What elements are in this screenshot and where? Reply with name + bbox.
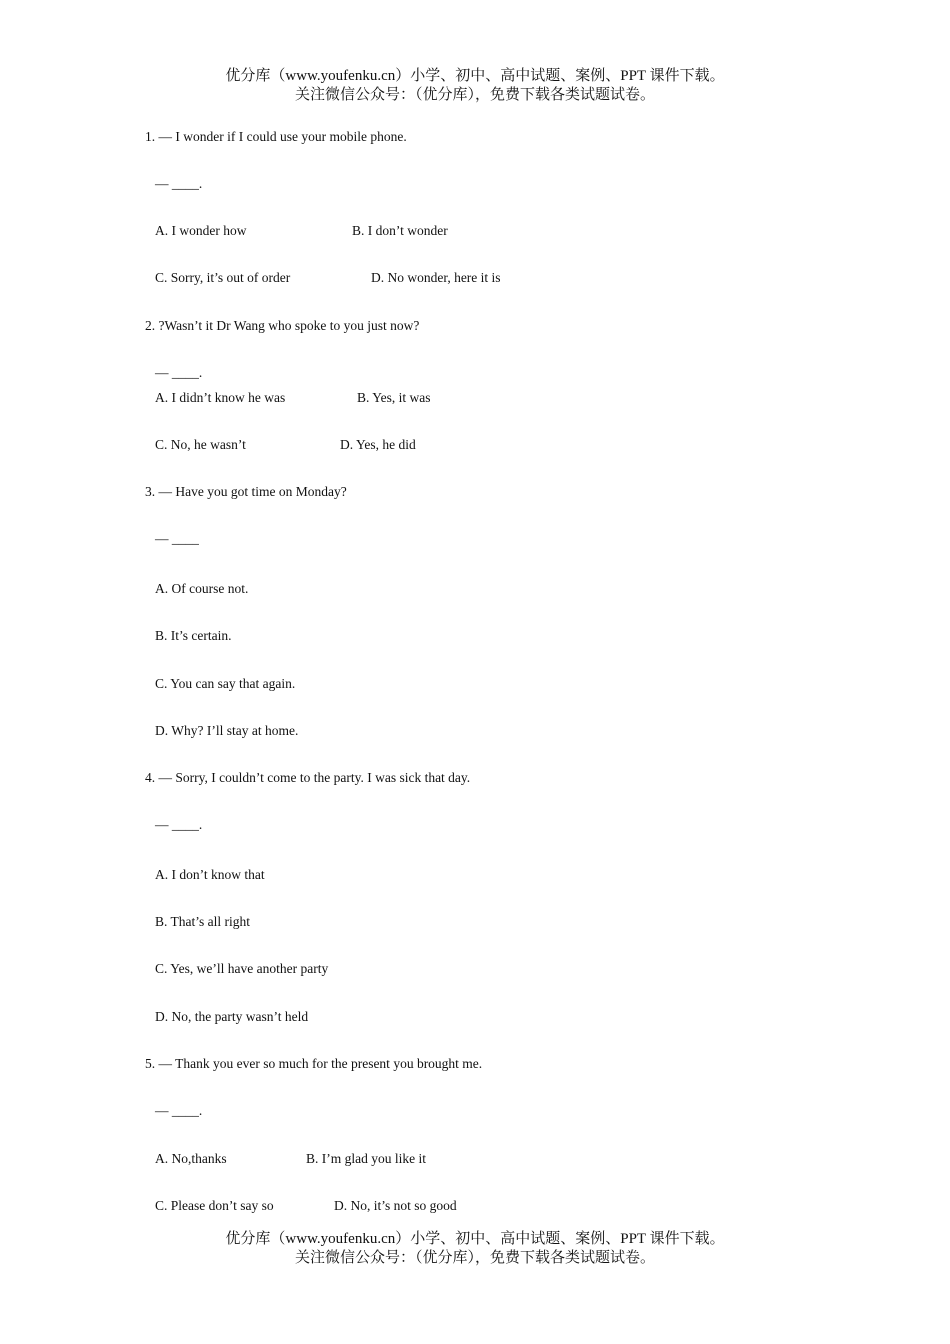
question-5-stem: 5. — Thank you ever so much for the present you brought me. — [145, 1056, 483, 1071]
question-4-stem: 4. — Sorry, I couldn’t come to the party. I was sick that day. — [145, 770, 471, 785]
question-1-stem: 1. — I wonder if I could use your mobile phone. — [145, 129, 407, 144]
question-3-option-d: D. Why? I’ll stay at home. — [155, 723, 299, 738]
question-1-option-a: A. I wonder how — [155, 223, 247, 238]
question-3-option-c: C. You can say that again. — [155, 676, 296, 691]
question-2-stem: 2. ?Wasn’t it Dr Wang who spoke to you just now? — [145, 318, 420, 333]
footer-line-1: 优分库（www.youfenku.cn）小学、初中、高中试题、案例、PPT 课件下载。 — [225, 1231, 725, 1247]
question-4-answer-blank: — ____. — [155, 817, 203, 832]
question-2-option-b: B. Yes, it was — [357, 390, 431, 405]
question-2-option-c: C. No, he wasn’t — [155, 437, 246, 452]
question-5-answer-blank: — ____. — [155, 1103, 203, 1118]
page-header — [0, 67, 950, 105]
question-2-option-d: D. Yes, he did — [340, 437, 416, 452]
header-line-2: 关注微信公众号：（优分库），免费下载各类试题试卷。 — [294, 87, 655, 103]
question-3-answer-blank: — ____ — [155, 531, 199, 546]
header-line-1: 优分库（www.youfenku.cn）小学、初中、高中试题、案例、PPT 课件下载。 — [225, 68, 725, 84]
question-4-option-b: B. That’s all right — [155, 914, 250, 929]
question-2-answer-blank: — ____. — [155, 365, 203, 380]
question-1-option-c: C. Sorry, it’s out of order — [155, 270, 291, 285]
question-3-stem: 3. — Have you got time on Monday? — [145, 484, 347, 499]
question-1-option-b: B. I don’t wonder — [352, 223, 448, 238]
question-5-option-d: D. No, it’s not so good — [334, 1198, 457, 1213]
question-2-option-a: A. I didn’t know he was — [155, 390, 286, 405]
question-1-option-d: D. No wonder, here it is — [371, 270, 501, 285]
question-3-option-a: A. Of course not. — [155, 581, 249, 596]
question-5-option-c: C. Please don’t say so — [155, 1198, 274, 1213]
question-4-option-d: D. No, the party wasn’t held — [155, 1009, 309, 1024]
question-4-option-a: A. I don’t know that — [155, 867, 265, 882]
question-3-option-b: B. It’s certain. — [155, 628, 232, 643]
question-4-option-c: C. Yes, we’ll have another party — [155, 961, 329, 976]
question-5-option-a: A. No,thanks — [155, 1151, 227, 1166]
question-5-option-b: B. I’m glad you like it — [306, 1151, 426, 1166]
question-1-answer-blank: — ____. — [155, 176, 203, 191]
page-footer — [0, 1230, 950, 1268]
footer-line-2: 关注微信公众号：（优分库），免费下载各类试题试卷。 — [294, 1250, 655, 1266]
